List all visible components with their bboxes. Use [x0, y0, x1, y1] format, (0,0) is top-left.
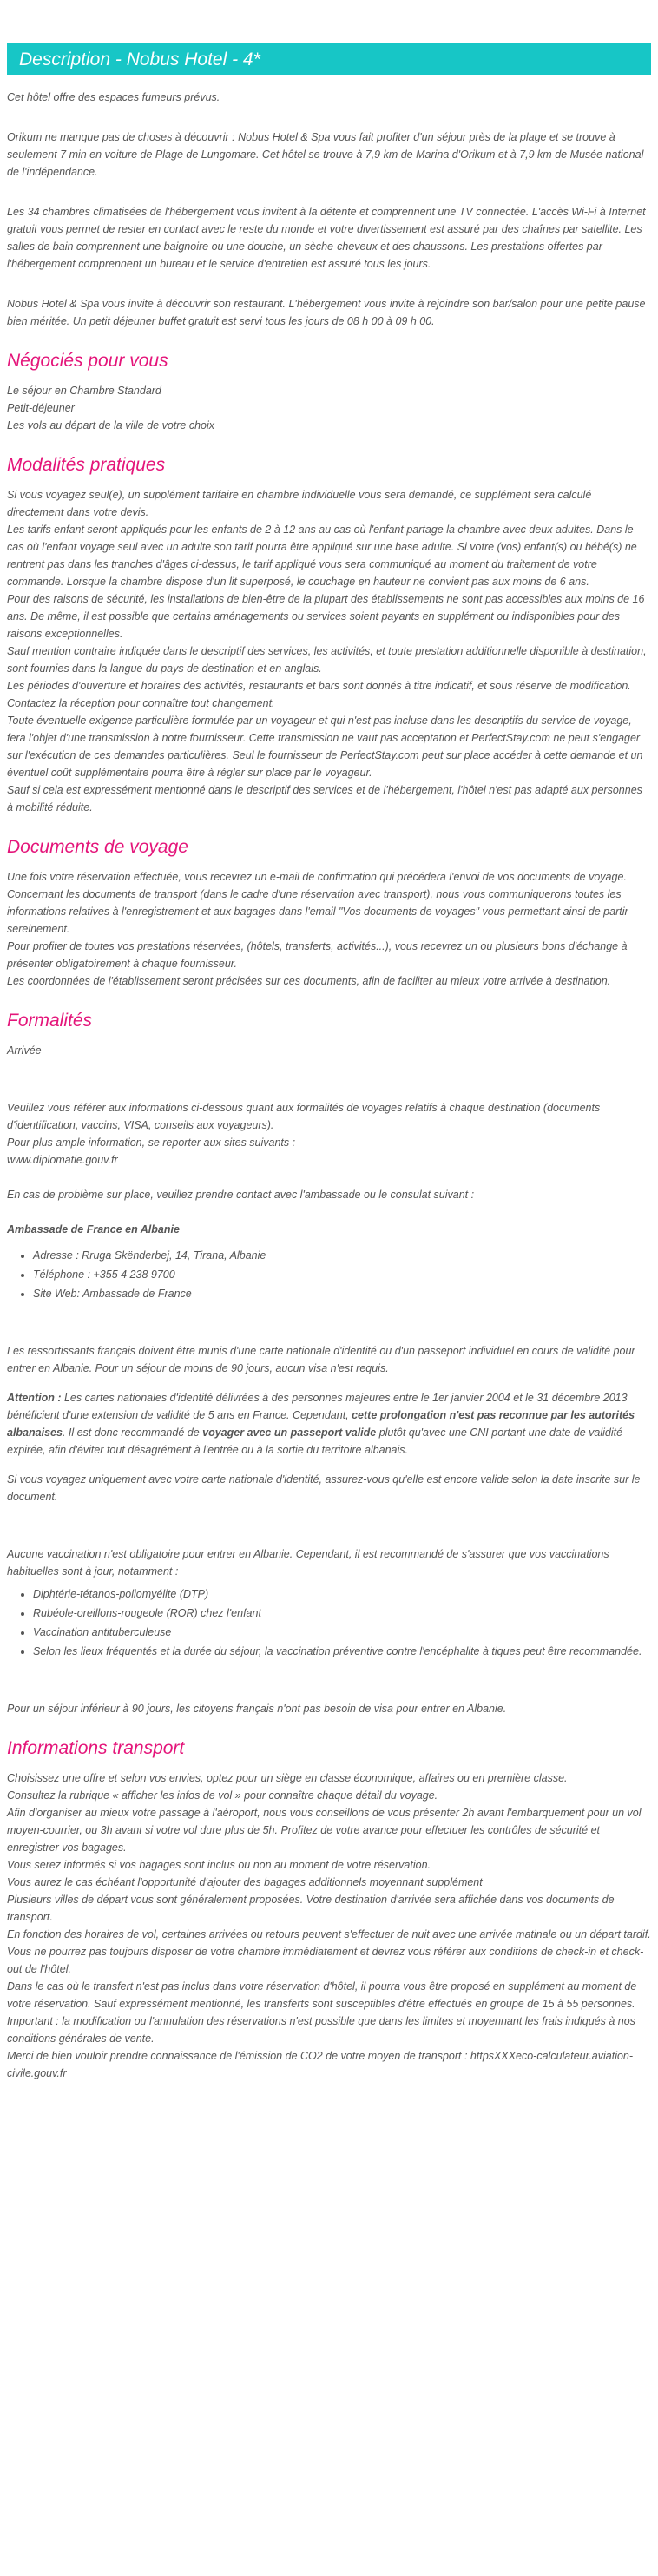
- transport-line: Vous serez informés si vos bagages sont inclus ou non au moment de votre réservation.: [7, 1859, 431, 1871]
- transport-line: Afin d'organiser au mieux votre passage à l'aéroport, nous vous conseillons de vous présenter 2h avant l'embarquement pour un vol moyen-courrier, ou 3h avant si votre vol dure plus de 5h. Profitez de votre avance pour effectuer les contrôles de sécurité et enregistrer vos bagages.: [7, 1807, 642, 1854]
- transport-line: Plusieurs villes de départ vous sont généralement proposées. Votre destination d'arrivée sera affichée dans vos documents de transport.: [7, 1894, 615, 1923]
- documents-line: Concernant les documents de transport (dans le cadre d'une réservation avec transport), nous vous communiquerons toutes les informations relatives à l'enregistrement et aux bagages dans l'email "Vos documents de voyages" vous permettant ainsi de partir sereinement.: [7, 888, 628, 935]
- vaccins-list: [33, 1585, 651, 1660]
- modalites-line: Si vous voyagez seul(e), un supplément tarifaire en chambre individuelle vous sera demandé, ce supplément sera calculé directement dans votre devis.: [7, 489, 592, 518]
- formalites-intro: Pour plus ample information, se reporter aux sites suivants :: [7, 1136, 296, 1149]
- modalites-line: Sauf mention contraire indiquée dans le descriptif des services, les activités, et toute prestation additionnelle disponible à destination, sont fournies dans la langue du pays de destination et en anglais.: [7, 645, 647, 675]
- transport-section: [7, 1736, 651, 2082]
- modalites-line: Toute éventuelle exigence particulière formulée par un voyageur et qui n'est pas incluse dans les descriptifs du service de voyage, fera l'objet d'une transmission à notre fournisseur. Cette transmission ne vaut pas acceptation et PerfectStay.com ne peut s'engager sur l'exécution de ces demandes particulières. Seul le fournisseur de PerfectStay.com peut sur place accéder à cette demande et un éventuel coût supplémentaire pourra être à régler sur place par le voyageur.: [7, 715, 643, 779]
- list-item: • Adresse : Rruga Skënderbej, 14, Tirana, Albanie: [33, 1247, 651, 1264]
- probleme-text: En cas de problème sur place, veuillez prendre contact avec l'ambassade ou le consulat suivant :: [7, 1189, 475, 1201]
- list-item: • Site Web: Ambassade de France: [33, 1285, 651, 1302]
- list-item: • Vaccination antituberculeuse: [33, 1624, 651, 1641]
- modalites-line: Pour des raisons de sécurité, les installations de bien-être de la plupart des établissements ne sont pas accessibles aux moins de 16 ans. De même, il est possible que certains aménagements ou services soient payants en supplément ou indisponibles pour des raisons exceptionnelles.: [7, 593, 645, 640]
- list-item: • Diphtérie-tétanos-poliomyélite (DTP): [33, 1585, 651, 1603]
- modalites-heading: Modalités pratiques: [7, 455, 166, 475]
- transport-line: Choisissez une offre et selon vos envies, optez pour un siège en classe économique, affaires ou en première classe.: [7, 1772, 568, 1784]
- transport-line: Vous aurez le cas échéant l'opportunité d'ajouter des bagages additionnels moyennant supplément: [7, 1876, 483, 1888]
- modalites-section: [7, 453, 651, 816]
- documents-line: Pour profiter de toutes vos prestations réservées, (hôtels, transferts, activités...), vous recevrez un ou plusieurs bons d'échange à présenter obligatoirement à chaque fournisseur.: [7, 940, 628, 970]
- description-paragraph-1: Orikum ne manque pas de choses à découvrir : Nobus Hotel & Spa vous fait profiter d'un séjour près de la plage et se trouve à seulement 7 min en voiture de Plage de Lungomare. Cet hôtel se trouve à 7,9 km de Marina d'Orikum et à 7,9 km de Musée national de l'indépendance.: [7, 131, 644, 178]
- negocies-line: Petit-déjeuner: [7, 402, 75, 414]
- documents-heading: Documents de voyage: [7, 837, 188, 857]
- negocies-line: Les vols au départ de la ville de votre choix: [7, 419, 215, 432]
- page-title: Description - Nobus Hotel - 4*: [19, 49, 260, 69]
- modalites-line: Les périodes d'ouverture et horaires des activités, restaurants et bars sont donnés à titre indicatif, et sous réserve de modification. Contactez la réception pour connaître tout changement.: [7, 680, 631, 709]
- negocies-heading: Négociés pour vous: [7, 351, 168, 371]
- description-paragraph-3: Nobus Hotel & Spa vous invite à découvrir son restaurant. L'hébergement vous invite à rejoindre son bar/salon pour une petite pause bien méritée. Un petit déjeuner buffet gratuit est servi tous les jours de 08 h 00 à 09 h 00.: [7, 298, 646, 327]
- ambassade-list: [33, 1247, 651, 1302]
- ressortissants-text: Les ressortissants français doivent être munis d'une carte nationale d'identité ou d'un passeport individuel en cours de validité pour entrer en Albanie. Pour un séjour de moins de 90 jours, aucun visa n'est requis.: [7, 1345, 635, 1374]
- formalites-intro: Veuillez vous référer aux informations ci-dessous quant aux formalités de voyages relatifs à chaque destination (documents d'identification, vaccins, VISA, conseils aux voyageurs).: [7, 1102, 601, 1131]
- list-item: • Selon les lieux fréquentés et la durée du séjour, la vaccination préventive contre l'encéphalite à tiques peut être recommandée.: [33, 1643, 651, 1660]
- transport-line: Dans le cas où le transfert n'est pas inclus dans votre réservation d'hôtel, il pourra vous être proposé en supplément au moment de votre réservation. Sauf expressément mentionné, les transferts sont susceptibles d'être effectués en groupe de 15 à 55 personnes.: [7, 1980, 637, 2010]
- arrivee-label: Arrivée: [7, 1044, 42, 1057]
- transport-heading: Informations transport: [7, 1738, 185, 1758]
- co2-link[interactable]: Merci de bien vouloir prendre connaissance de l'émission de CO2 de votre moyen de transport : httpsXXXeco-calculateur.aviation-civile.gouv.fr: [7, 2050, 634, 2079]
- attention-label: Attention :: [7, 1392, 62, 1404]
- list-item: • Rubéole-oreillons-rougeole (ROR) chez l'enfant: [33, 1604, 651, 1622]
- visa-text: Pour un séjour inférieur à 90 jours, les citoyens français n'ont pas besoin de visa pour entrer en Albanie.: [7, 1703, 507, 1715]
- formalites-section: [7, 1009, 651, 1717]
- transport-line: Important : la modification ou l'annulation des réservations n'est possible que dans les limites et moyennant les frais indiqués à nos conditions générales de vente.: [7, 2015, 635, 2045]
- page-title-banner: [7, 43, 651, 75]
- negocies-line: Le séjour en Chambre Standard: [7, 385, 161, 397]
- transport-line: Consultez la rubrique « afficher les infos de vol » pour connaître chaque détail du voyage.: [7, 1789, 438, 1802]
- list-item: • Téléphone : +355 4 238 9700: [33, 1266, 651, 1283]
- formalites-heading: Formalités: [7, 1011, 93, 1031]
- documents-line: Une fois votre réservation effectuée, vous recevrez un e-mail de confirmation qui précédera l'envoi de vos documents de voyage.: [7, 871, 627, 883]
- ambassade-title: Ambassade de France en Albanie: [7, 1223, 180, 1235]
- cni-text: Si vous voyagez uniquement avec votre carte nationale d'identité, assurez-vous qu'elle est encore valide selon la date inscrite sur le document.: [7, 1473, 641, 1503]
- documents-section: [7, 835, 651, 990]
- attention-text: Attention : Les cartes nationales d'identité délivrées à des personnes majeures entre le 1er janvier 2004 et le 31 décembre 2013 bénéficient d'une extension de validité de 5 ans en France. Cependant, cette prolongation n'est pas reconnue par les autorités albanaises. Il est donc recommandé de voyager avec un passeport valide plutôt qu'avec une CNI portant une date de validité expirée, afin d'éviter tout désagrément à l'entrée ou à la sortie du territoire albanais.: [7, 1392, 635, 1456]
- smokers-text: Cet hôtel offre des espaces fumeurs prévus.: [7, 91, 220, 103]
- modalites-line: Sauf si cela est expressément mentionné dans le descriptif des services et de l'hébergement, l'hôtel n'est pas adapté aux personnes à mobilité réduite.: [7, 784, 642, 814]
- negocies-section: [7, 349, 651, 434]
- description-section: [7, 89, 651, 330]
- vaccins-text: Aucune vaccination n'est obligatoire pour entrer en Albanie. Cependant, il est recommandé de s'assurer que vos vaccinations habituelles sont à jour, notamment :: [7, 1548, 609, 1578]
- diplomatie-link[interactable]: www.diplomatie.gouv.fr: [7, 1154, 118, 1166]
- description-paragraph-2: Les 34 chambres climatisées de l'hébergement vous invitent à la détente et comprennent une TV connectée. L'accès Wi-Fi à Internet gratuit vous permet de rester en contact avec le reste du monde et votre divertissement est assuré par des chaînes par satellite. Les salles de bain comprennent une baignoire ou une douche, un sèche-cheveux et des chaussons. Les prestations offertes par l'hébergement comprennent un bureau et le service d'entretien est assuré tous les jours.: [7, 206, 646, 270]
- modalites-line: Les tarifs enfant seront appliqués pour les enfants de 2 à 12 ans au cas où l'enfant partage la chambre avec deux adultes. Dans le cas où l'enfant voyage seul avec un adulte son tarif pourra être appliqué sur une base adulte. Si votre (vos) enfant(s) ou bébé(s) ne rentrent pas dans les tranches d'âges ci-dessus, le tarif appliqué vous sera communiqué au moment du traitement de votre commande. Lorsque la chambre dispose d'un lit superposé, le couchage en hauteur ne convient pas aux moins de 6 ans.: [7, 524, 637, 588]
- transport-line: En fonction des horaires de vol, certaines arrivées ou retours peuvent s'effectuer de nuit avec une arrivée matinale ou un départ tardif. Vous ne pourrez pas toujours disposer de votre chambre immédiatement et devrez vous référer aux conditions de check-in et check-out de l'hôtel.: [7, 1928, 651, 1975]
- documents-line: Les coordonnées de l'établissement seront précisées sur ces documents, afin de faciliter au mieux votre arrivée à destination.: [7, 975, 611, 987]
